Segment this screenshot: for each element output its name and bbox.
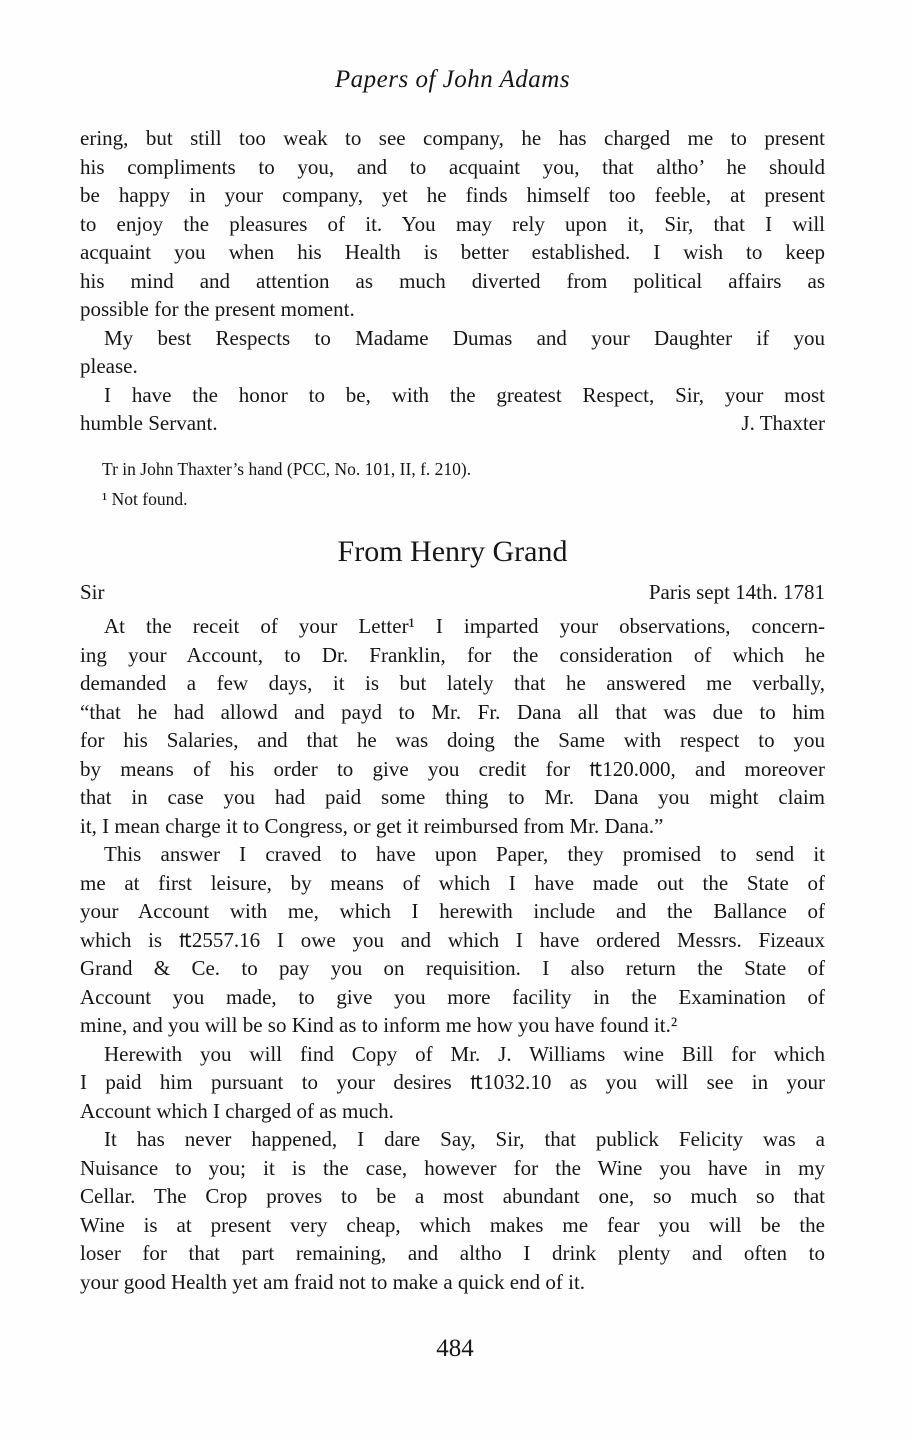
grand-letter-body [80, 612, 825, 1296]
text-line: please. [80, 354, 138, 378]
text-line: Account you made, to give you more facility in the Examination of [80, 984, 825, 1009]
place-date: Paris sept 14th. 1781 [648, 579, 825, 604]
paragraph [80, 840, 825, 1040]
text-line: ering, but still too weak to see company, he has charged me to present [80, 126, 825, 150]
text-line: for his Salaries, and that he was doing the Same with respect to you [80, 728, 825, 752]
text-line: I paid him pursuant to your desires ₶1032.10 as you will see in your [80, 1070, 825, 1094]
text-line: to enjoy the pleasures of it. You may rely upon it, Sir, that I will [80, 211, 825, 236]
text-line: which is ₶2557.16 I owe you and which I have ordered Messrs. Fizeaux [80, 927, 825, 952]
letter-heading: From Henry Grand [337, 534, 568, 568]
page-number: 484 [436, 1335, 474, 1362]
text-line: Wine is at present very cheap, which makes me fear you will be the [80, 1212, 825, 1237]
text-line: his mind and attention as much diverted from political affairs as [80, 268, 825, 293]
text-line: demanded a few days, it is but lately that he answered me verbally, [80, 671, 825, 695]
thaxter-letter-section [80, 124, 825, 512]
text-line: At the receit of your Letter¹ I imparted your observations, concern- [104, 614, 825, 638]
paragraph [80, 381, 825, 438]
text-line: loser for that part remaining, and altho I drink plenty and often to [80, 1241, 825, 1265]
provenance-note: Tr in John Thaxter’s hand (PCC, No. 101, II, f. 210). [102, 458, 472, 479]
dateline-row [80, 578, 825, 607]
text-line: your Account with me, which I herewith include and the Ballance of [80, 899, 825, 923]
text-line: It has never happened, I dare Say, Sir, that publick Felicity was a [104, 1127, 825, 1151]
closing-text: humble Servant. [80, 411, 218, 435]
text-line: his compliments to you, and to acquaint you, that altho’ he should [80, 154, 825, 179]
text-line: mine, and you will be so Kind as to inform me how you have found it.² [80, 1013, 678, 1037]
text-line: My best Respects to Madame Dumas and your Daughter if you [104, 325, 825, 350]
text-line: acquaint you when his Health is better established. I wish to keep [80, 240, 825, 264]
text-line: Cellar. The Crop proves to be a most abundant one, so much so that [80, 1184, 825, 1208]
text-line: ing your Account, to Dr. Franklin, for the consideration of which he [80, 642, 825, 667]
text-line: by means of his order to give you credit for ₶120.000, and moreover [80, 756, 825, 781]
text-line: that in case you had paid some thing to Mr. Dana you might claim [80, 785, 825, 809]
text-line [80, 409, 825, 438]
paragraph [80, 1040, 825, 1126]
signature: J. Thaxter [741, 411, 825, 435]
paragraph [80, 1125, 825, 1296]
text-line: me at first leisure, by means of which I have made out the State of [80, 870, 825, 895]
text-line: your good Health yet am fraid not to make a quick end of it. [80, 1269, 586, 1294]
text-line: Herewith you will find Copy of Mr. J. Williams wine Bill for which [104, 1041, 825, 1066]
salutation: Sir [80, 579, 105, 604]
paragraph [80, 124, 825, 324]
thaxter-letter-body [80, 124, 825, 438]
running-head: Papers of John Adams [334, 66, 571, 93]
footnote-1: ¹ Not found. [102, 488, 188, 509]
text-line: This answer I craved to have upon Paper, they promised to send it [104, 842, 825, 866]
text-line: Nuisance to you; it is the case, however for the Wine you have in my [80, 1155, 825, 1180]
text-line: Account which I charged of as much. [80, 1098, 394, 1123]
text-line: “that he had allowd and payd to Mr. Fr. Dana all that was due to him [80, 699, 825, 724]
text-line: be happy in your company, yet he finds himself too feeble, at present [80, 183, 825, 207]
paragraph [80, 612, 825, 840]
paragraph [80, 324, 825, 381]
text-line: possible for the present moment. [80, 297, 355, 321]
text-line: it, I mean charge it to Congress, or get it reimbursed from Mr. Dana.” [80, 813, 664, 838]
footnote-block [80, 456, 825, 512]
grand-letter-section [80, 534, 825, 1297]
text-line: I have the honor to be, with the greatest Respect, Sir, your most [104, 382, 825, 407]
text-line: Grand & Ce. to pay you on requisition. I also return the State of [80, 956, 825, 980]
